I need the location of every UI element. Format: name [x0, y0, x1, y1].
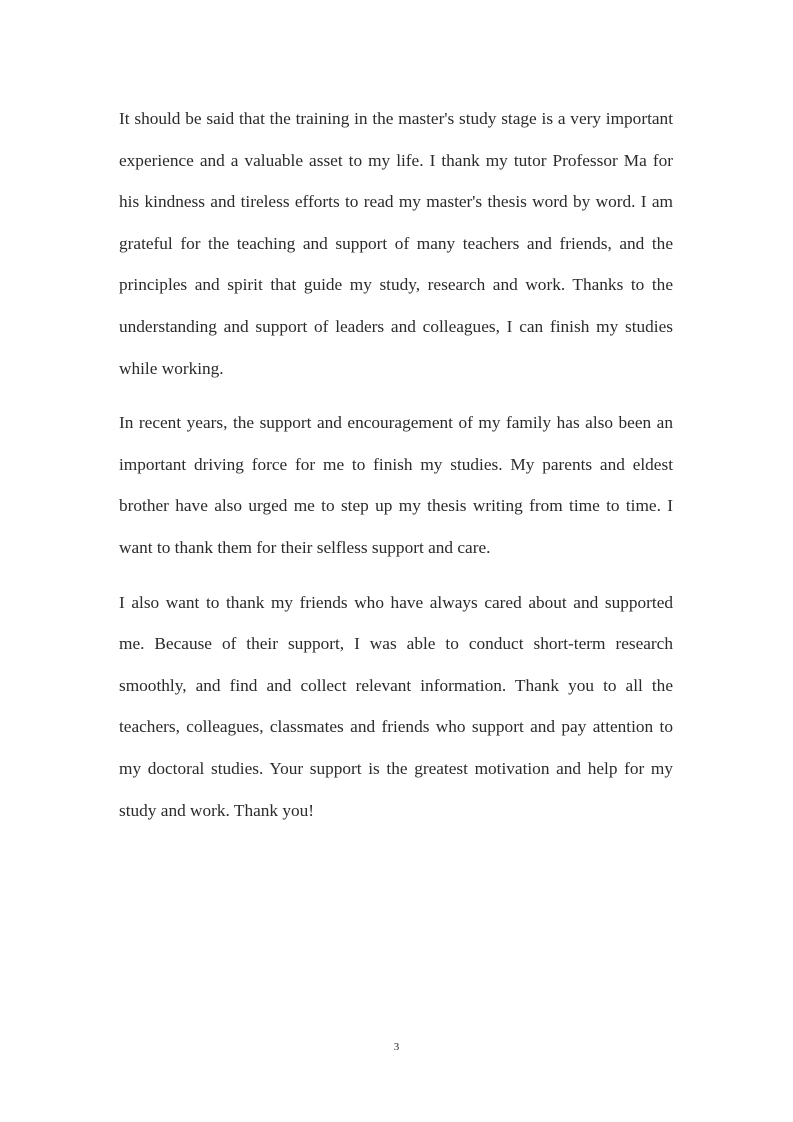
paragraph-1: It should be said that the training in the master's study stage is a very important experience and a valuable asset to my life. I thank my tutor Professor Ma for his kindness and tireless efforts to read my master's thesis word by word. I am grateful for the teaching and support of many teachers and friends, and the principles and spirit that guide my study, research and work. Thanks to the understanding and support of leaders and colleagues, I can finish my studies while working.	[119, 109, 673, 378]
paragraph-2: In recent years, the support and encouragement of my family has also been an important driving force for me to finish my studies. My parents and eldest brother have also urged me to step up my thesis writing from time to time. I want to thank them for their selfless support and care.	[119, 413, 673, 557]
page-number: 3	[393, 1041, 400, 1053]
body-text	[119, 98, 673, 831]
paragraph-3: I also want to thank my friends who have always cared about and supported me. Because of their support, I was able to conduct short-term research smoothly, and find and collect relevant information. Thank you to all the teachers, colleagues, classmates and friends who support and pay attention to my doctoral studies. Your support is the greatest motivation and help for my study and work. Thank you!	[119, 592, 673, 820]
